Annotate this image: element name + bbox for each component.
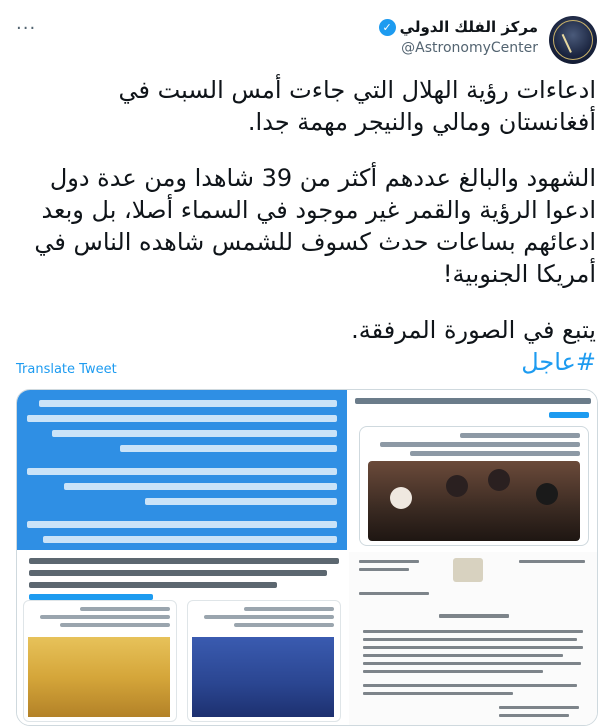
media-image-1[interactable] (17, 390, 347, 550)
screenshot-quoted-tweet (359, 426, 589, 546)
author-handle[interactable]: @AstronomyCenter (401, 40, 538, 56)
tweet-paragraph-3: يتبع في الصورة المرفقة. (351, 316, 596, 344)
screenshot-tweet-line (355, 398, 591, 404)
avatar[interactable] (549, 16, 597, 64)
screenshot-hashtag (549, 412, 589, 418)
screenshot-quoted-tweet-a (23, 600, 177, 722)
media-grid (16, 389, 598, 726)
document-seal-icon (453, 558, 483, 582)
verified-badge-icon: ✓ (379, 19, 396, 36)
media-image-3[interactable] (17, 552, 347, 725)
translate-tweet-link[interactable]: Translate Tweet (16, 362, 117, 377)
screenshot-photo-man (192, 637, 334, 717)
screenshot-quoted-tweets (23, 600, 341, 720)
hashtag-link[interactable]: #عاجل (521, 348, 596, 376)
screenshot-quoted-tweet-b (187, 600, 341, 722)
screenshot-photo-woman (28, 637, 170, 717)
author-name-row[interactable] (379, 18, 538, 36)
screenshot-text-block (27, 400, 337, 550)
media-image-2[interactable] (349, 390, 597, 550)
display-name[interactable]: مركز الفلك الدولي (399, 18, 538, 36)
media-image-4[interactable] (349, 552, 597, 725)
tweet-paragraph-2: الشهود والبالغ عددهم أكثر من 39 شاهدا ومن عدة دول ادعوا الرؤية والقمر غير موجود في السماء أصلا، بل وبعد ادعائهم بساعات حدث كسوف للشمس شاهده الناس في أمريكا الجنوبية! (34, 164, 596, 288)
screenshot-text-block-2 (29, 558, 339, 606)
more-horizontal-icon[interactable]: ··· (16, 18, 37, 39)
tweet-paragraph-1: ادعاءات رؤية الهلال التي جاءت أمس السبت في أفغانستان ومالي والنيجر مهمة جدا. (118, 76, 596, 136)
screenshot-photo (368, 461, 580, 541)
tweet-text (16, 74, 596, 378)
